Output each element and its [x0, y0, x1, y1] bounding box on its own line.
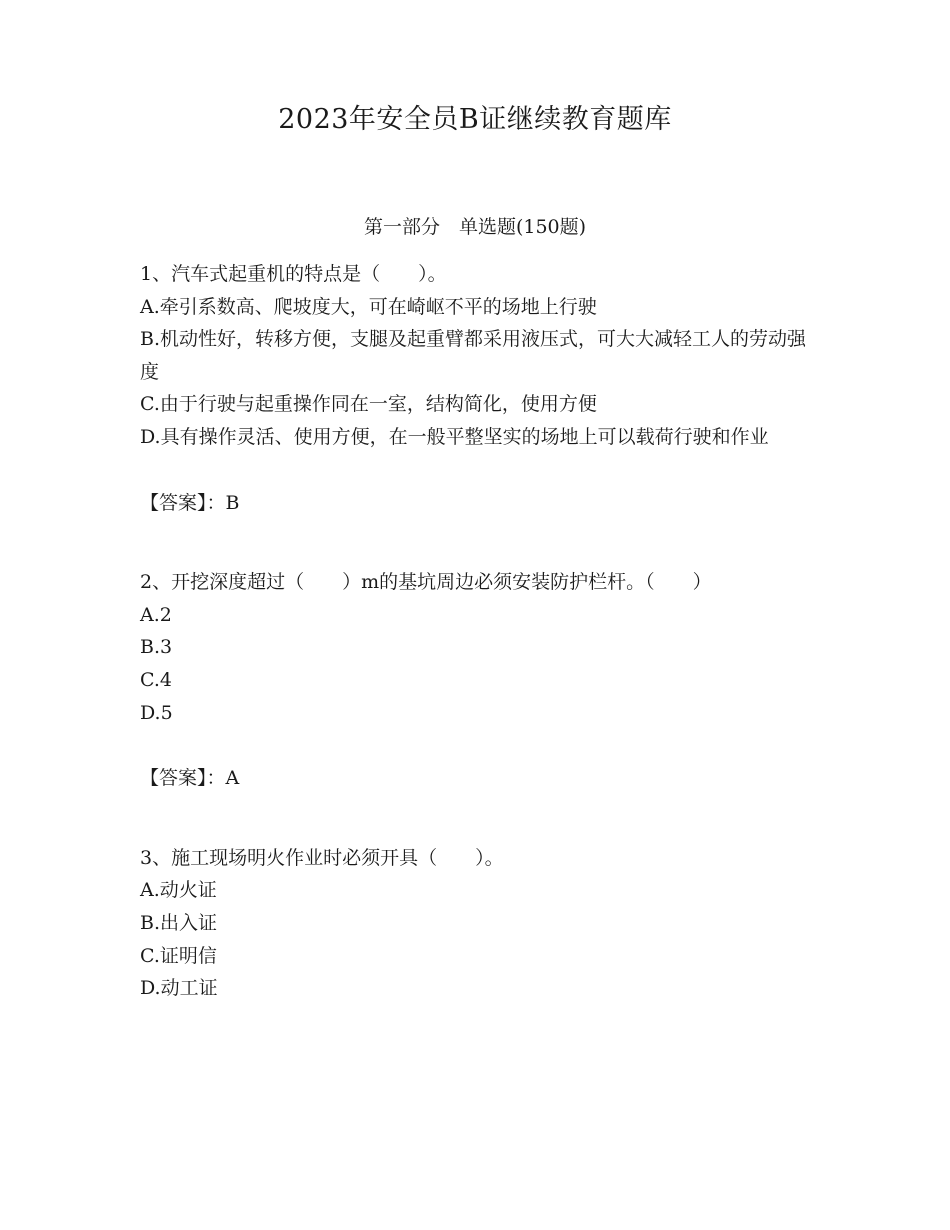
- answer-label: 【答案】：A: [140, 767, 240, 790]
- option-a: A.2: [140, 603, 172, 626]
- option-d: D.具有操作灵活、使用方便，在一般平整坚实的场地上可以载荷行驶和作业: [140, 425, 769, 448]
- question-3: [140, 842, 810, 1005]
- option-b: B.机动性好，转移方便，支腿及起重臂都采用液压式，可大大减轻工人的劳动强度: [140, 328, 807, 383]
- option-c: C.由于行驶与起重操作同在一室，结构简化，使用方便: [140, 393, 597, 416]
- document-title: 2023年安全员B证继续教育题库: [278, 104, 672, 135]
- section-heading: 第一部分 单选题(150题): [363, 216, 587, 238]
- option-a: A.动火证: [140, 879, 217, 902]
- option-c: C.证明信: [140, 944, 217, 967]
- option-b: B.3: [140, 636, 173, 659]
- question-list: [140, 258, 810, 1005]
- question-2: [140, 566, 810, 795]
- option-a: A.牵引系数高、爬坡度大，可在崎岖不平的场地上行驶: [140, 295, 597, 318]
- question-text: 1、汽车式起重机的特点是（ ）。: [140, 263, 447, 285]
- option-d: D.5: [140, 701, 173, 724]
- option-b: B.出入证: [140, 911, 218, 934]
- question-text: 3、施工现场明火作业时必须开具（ ）。: [140, 846, 504, 869]
- option-c: C.4: [140, 668, 172, 691]
- option-d: D.动工证: [140, 977, 218, 1000]
- answer-label: 【答案】：B: [140, 491, 240, 514]
- question-text: 2、开挖深度超过（ ）m的基坑周边必须安装防护栏杆。（ ）: [140, 571, 712, 594]
- question-1: [140, 258, 810, 519]
